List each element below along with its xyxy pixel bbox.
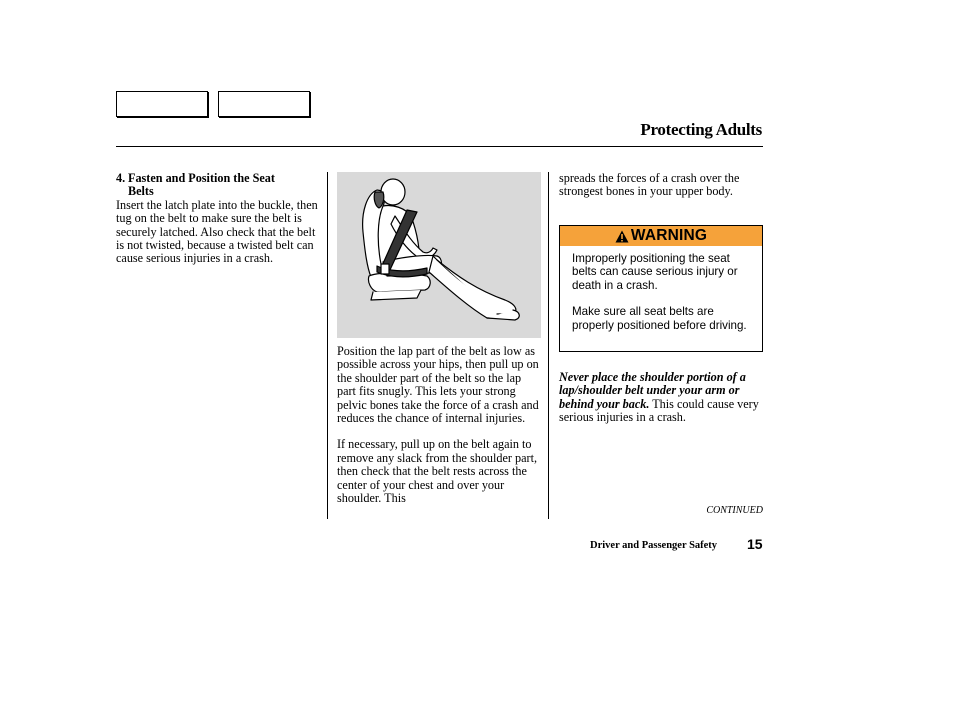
caution-paragraph [559,371,765,425]
column-divider-2 [548,172,549,519]
warning-header [560,226,762,246]
caution-emphasis: Never place the shoulder portion of a lap/shoulder belt under your arm or behind your back. [559,370,746,411]
warning-box [559,225,763,352]
nav-button-previous[interactable] [116,91,208,117]
warning-text-1: Improperly positioning the seat belts can cause serious injury or death in a crash. [572,252,738,292]
caution-rest: This could cause very serious injuries in a crash. [559,396,759,425]
shoulder-belt-paragraph: If necessary, pull up on the belt again to remove any slack from the shoulder part, then check that the belt rests across the center of your chest and over your shoulder. This [337,437,538,506]
page-title: Protecting Adults [640,120,762,139]
column-2-text [337,345,543,518]
forces-paragraph: spreads the forces of a crash over the strongest bones in your upper body. [559,171,740,199]
step-heading [116,172,321,199]
warning-body [560,246,762,332]
seatbelt-illustration [337,172,541,338]
warning-label: WARNING [630,227,708,244]
step-heading-line2: Belts [128,184,154,199]
step-heading-line1: Fasten and Position the Seat [128,171,275,185]
lap-belt-paragraph: Position the lap part of the belt as low as possible across your hips, then pull up on the shoulder part of the belt so the lap part fits snugly. This lets your strong pelvic bones take the force of a crash and reduces the chance of internal injuries. [337,344,539,426]
section-name: Driver and Passenger Safety [590,540,718,551]
step-body: Insert the latch plate into the buckle, then tug on the belt to make sure the belt is securely latched. Also check that the belt is not twisted, because a twisted belt can cause serious injuries in a crash. [116,197,318,266]
step-section [116,172,321,266]
warning-text-2: Make sure all seat belts are properly positioned before driving. [572,305,747,332]
nav-button-next[interactable] [218,91,310,117]
warning-triangle-icon [615,230,629,243]
page-number: 15 [747,536,763,552]
continued-label: CONTINUED [706,505,763,516]
seated-person-illustration [337,172,541,338]
header-rule [116,146,763,147]
column-3-text [559,172,764,212]
column-divider-1 [327,172,328,519]
step-number: 4. [116,171,126,185]
